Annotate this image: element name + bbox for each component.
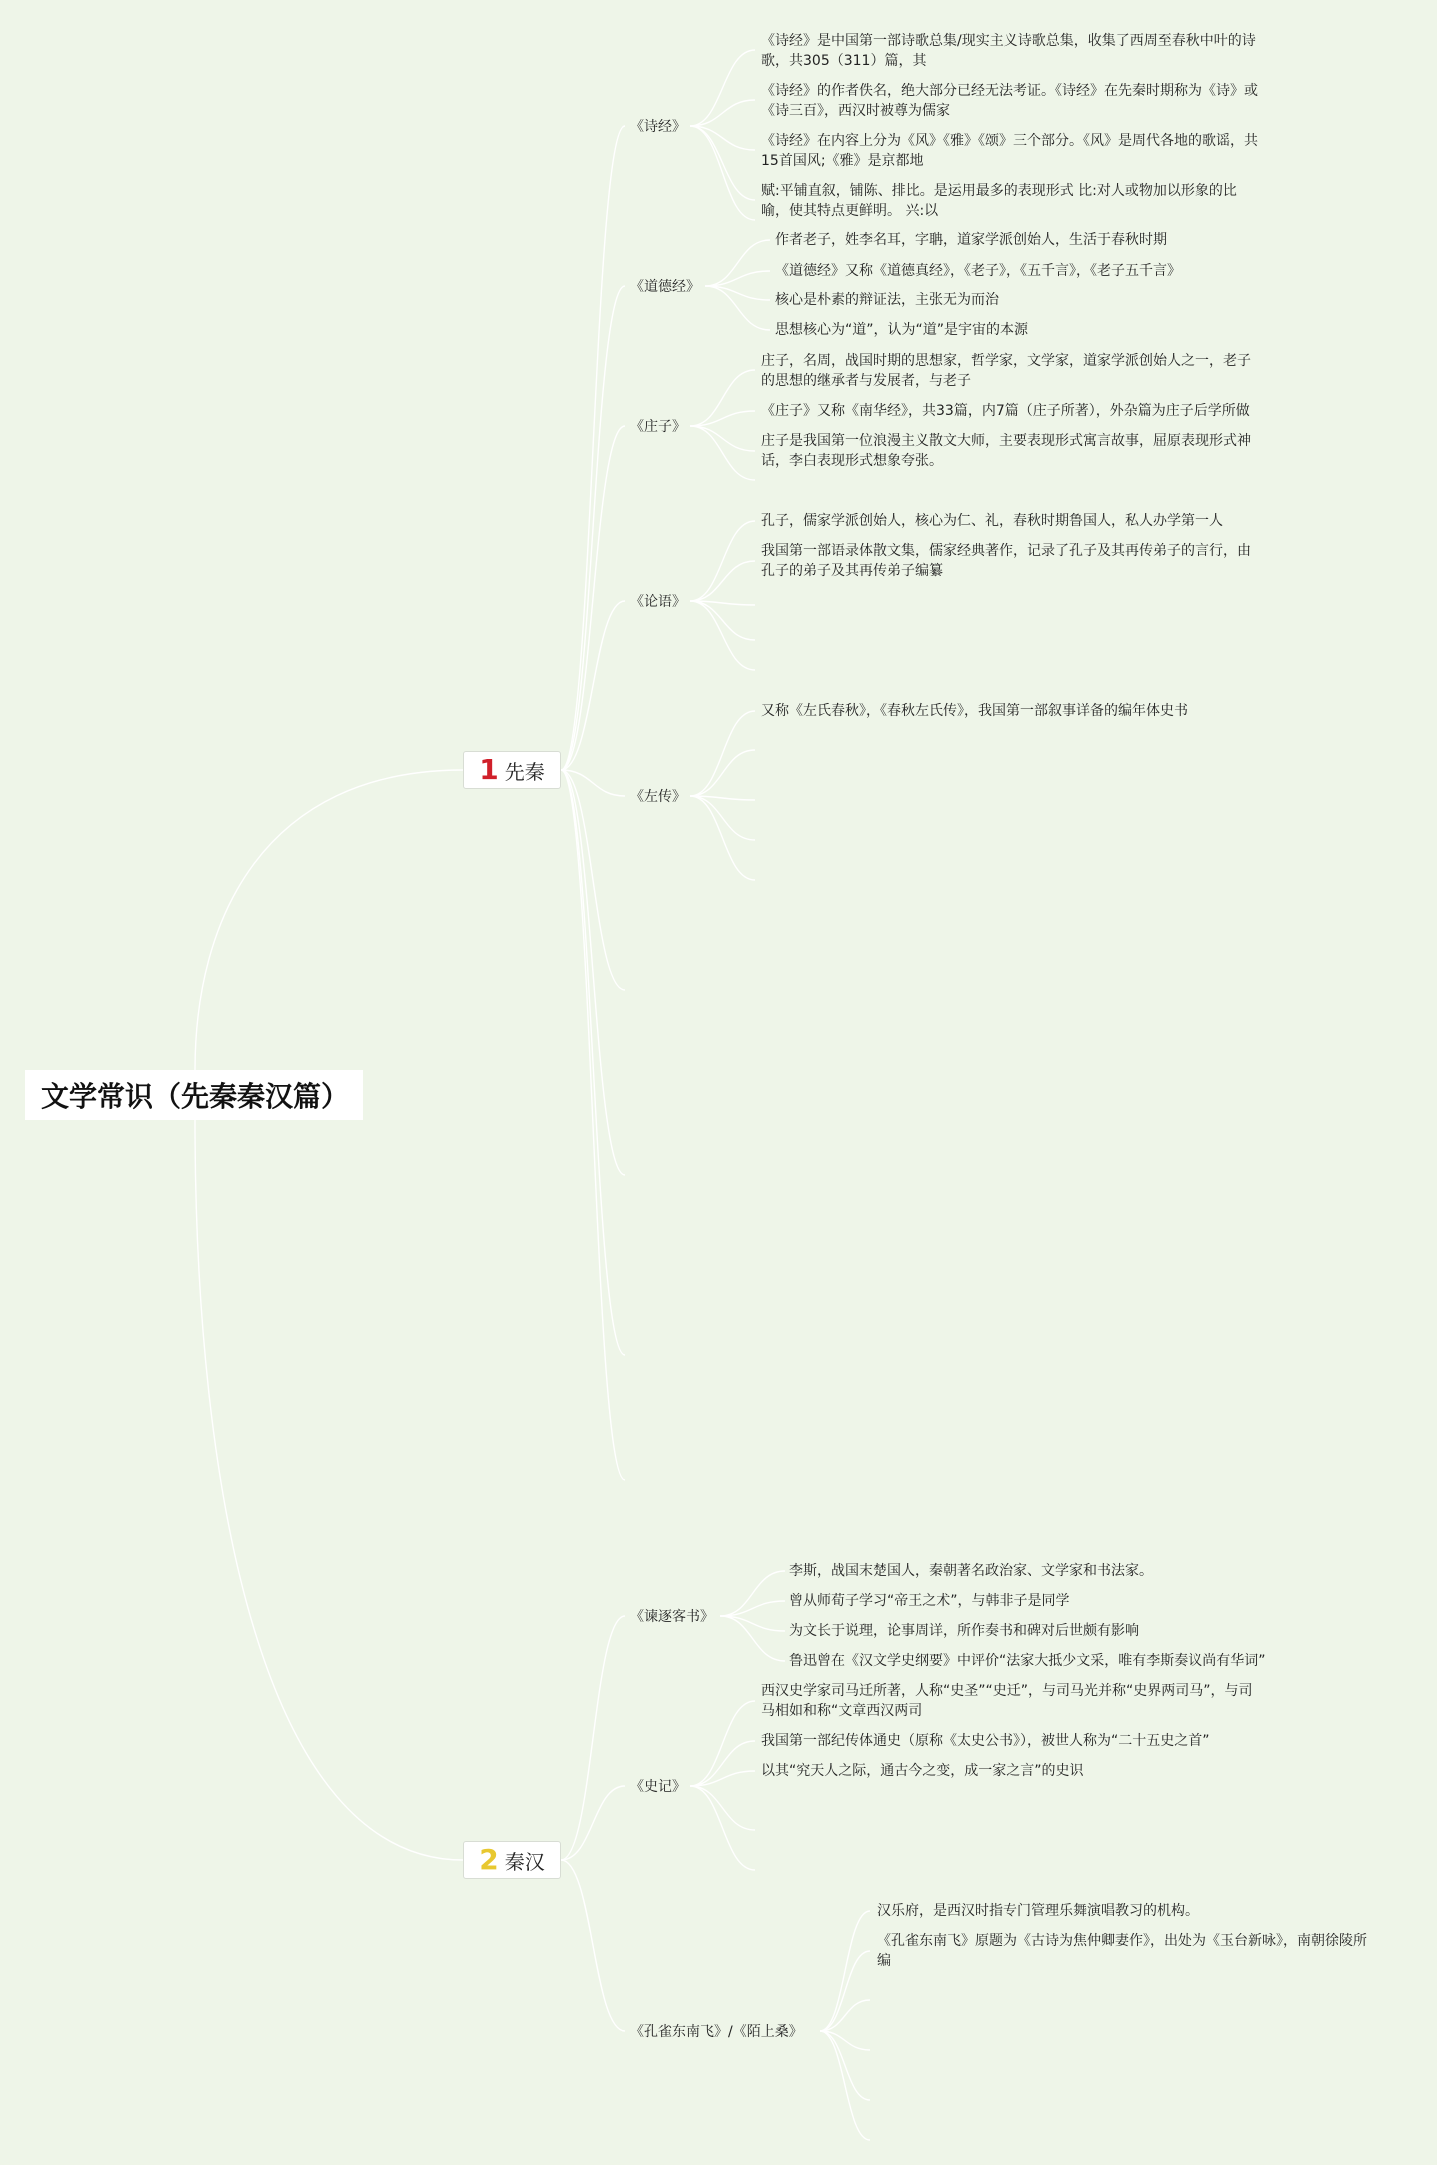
connector-topic-leaf bbox=[690, 126, 755, 200]
topic-zhuangzi[interactable]: 《庄子》 bbox=[630, 419, 686, 435]
leaf-note[interactable]: 我国第一部语录体散文集，儒家经典著作，记录了孔子及其再传弟子的言行，由孔子的弟子及其再传弟子编纂 bbox=[761, 543, 1251, 579]
topic-zuozhuan[interactable]: 《左传》 bbox=[630, 789, 686, 805]
leaf-note[interactable]: 以其“究天人之际，通古今之变，成一家之言”的史识 bbox=[761, 1763, 1084, 1779]
connector-topic-leaf bbox=[820, 1951, 870, 2031]
leaf-note[interactable]: 思想核心为“道”，认为“道”是宇宙的本源 bbox=[775, 322, 1029, 338]
leaf-note[interactable]: 作者老子，姓李名耳，字聃，道家学派创始人，生活于春秋时期 bbox=[775, 232, 1167, 248]
connector-root-branch bbox=[195, 770, 463, 1070]
connector-branch-topic bbox=[561, 1786, 625, 1860]
connector-topic-leaf bbox=[690, 426, 755, 451]
mind-map-root-title[interactable] bbox=[25, 1070, 363, 1120]
branch-qinhan[interactable] bbox=[463, 1841, 561, 1879]
connector-topic-leaf bbox=[690, 126, 755, 220]
connector-topic-leaf bbox=[690, 100, 755, 126]
leaf-note[interactable]: 《庄子》又称《南华经》，共33篇，内7篇（庄子所著），外杂篇为庄子后学所做 bbox=[761, 403, 1250, 419]
topic-daodejing[interactable]: 《道德经》 bbox=[630, 279, 700, 295]
leaf-note[interactable]: 鲁迅曾在《汉文学史纲要》中评价“法家大抵少文采，唯有李斯奏议尚有华词” bbox=[789, 1653, 1266, 1669]
connector-topic-leaf bbox=[690, 711, 755, 796]
connector-branch-topic bbox=[561, 426, 625, 770]
leaf-note[interactable]: 《诗经》的作者佚名，绝大部分已经无法考证。《诗经》在先秦时期称为《诗》或《诗三百》，西汉时被尊为儒家 bbox=[761, 83, 1258, 119]
branch-number-badge: 2 bbox=[479, 1843, 499, 1876]
leaf-note[interactable]: 西汉史学家司马迁所著，人称“史圣”“史迁”，与司马光并称“史界两司马”，与司马相如和称“文章西汉两司 bbox=[761, 1683, 1253, 1719]
leaf-note[interactable]: 汉乐府，是西汉时指专门管理乐舞演唱教习的机构。 bbox=[877, 1903, 1199, 1919]
leaf-note[interactable]: 庄子，名周，战国时期的思想家，哲学家，文学家，道家学派创始人之一，老子的思想的继承者与发展者，与老子 bbox=[761, 353, 1251, 389]
connector-branch-topic bbox=[561, 770, 625, 1355]
connector-branch-topic bbox=[561, 1860, 625, 2031]
connector-topic-leaf bbox=[690, 1786, 755, 1830]
connector-topic-leaf bbox=[690, 1701, 755, 1786]
connector-topic-leaf bbox=[690, 796, 755, 840]
connector-topic-leaf bbox=[690, 370, 755, 426]
topic-kongque-moshangsang[interactable]: 《孔雀东南飞》/《陌上桑》 bbox=[630, 2024, 803, 2040]
leaf-note[interactable]: 《孔雀东南飞》原题为《古诗为焦仲卿妻作》，出处为《玉台新咏》，南朝徐陵所编 bbox=[877, 1933, 1367, 1969]
leaf-note[interactable]: 李斯，战国末楚国人，秦朝著名政治家、文学家和书法家。 bbox=[789, 1563, 1153, 1579]
topic-lunyu[interactable]: 《论语》 bbox=[630, 594, 686, 610]
leaf-note[interactable]: 孔子，儒家学派创始人，核心为仁、礼，春秋时期鲁国人，私人办学第一人 bbox=[761, 513, 1223, 529]
leaf-note[interactable]: 曾从师荀子学习“帝王之术”，与韩非子是同学 bbox=[789, 1593, 1070, 1609]
connector-topic-leaf bbox=[690, 426, 755, 480]
connector-topic-leaf bbox=[690, 601, 755, 670]
connector-topic-leaf bbox=[690, 50, 755, 126]
leaf-note[interactable]: 《诗经》在内容上分为《风》《雅》《颂》三个部分。《风》是周代各地的歌谣，共15首国风;《雅》是京都地 bbox=[761, 133, 1258, 169]
connector-topic-leaf bbox=[690, 750, 755, 796]
branch-xianqin[interactable] bbox=[463, 751, 561, 789]
connector-topic-leaf bbox=[690, 521, 755, 601]
connector-topic-leaf bbox=[820, 1911, 870, 2031]
leaf-note[interactable]: 《诗经》是中国第一部诗歌总集/现实主义诗歌总集，收集了西周至春秋中叶的诗歌，共305（311）篇，其 bbox=[761, 33, 1256, 69]
leaf-note[interactable]: 我国第一部纪传体通史（原称《太史公书》），被世人称为“二十五史之首” bbox=[761, 1733, 1210, 1749]
connector-root-branch bbox=[195, 1120, 463, 1860]
leaf-note[interactable]: 核心是朴素的辩证法，主张无为而治 bbox=[775, 292, 999, 308]
topic-shijing[interactable]: 《诗经》 bbox=[630, 119, 686, 135]
branch-number-badge: 1 bbox=[479, 753, 499, 786]
leaf-note[interactable]: 又称《左氏春秋》，《春秋左氏传》，我国第一部叙事详备的编年体史书 bbox=[761, 703, 1188, 719]
connector-topic-leaf bbox=[690, 561, 755, 601]
branch-label: 先秦 bbox=[504, 759, 545, 784]
topic-shiji[interactable]: 《史记》 bbox=[630, 1779, 686, 1795]
connector-branch-topic bbox=[561, 286, 625, 770]
root-title-text: 文学常识（先秦秦汉篇） bbox=[41, 1080, 350, 1113]
leaf-note[interactable]: 为文长于说理，论事周详，所作奏书和碑对后世颇有影响 bbox=[789, 1623, 1139, 1639]
leaf-note[interactable]: 赋:平铺直叙，铺陈、排比。是运用最多的表现形式 比:对人或物加以形象的比喻，使其特点更鲜明。 兴:以 bbox=[761, 183, 1237, 219]
connector-topic-leaf bbox=[820, 2031, 870, 2140]
topic-jianzhukeshu[interactable]: 《谏逐客书》 bbox=[630, 1609, 714, 1625]
leaf-note[interactable]: 《道德经》又称《道德真经》，《老子》，《五千言》，《老子五千言》 bbox=[775, 263, 1181, 279]
connector-branch-topic bbox=[561, 126, 625, 770]
branch-label: 秦汉 bbox=[504, 1849, 545, 1874]
connector-branch-topic bbox=[561, 770, 625, 990]
leaf-note[interactable]: 庄子是我国第一位浪漫主义散文大师，主要表现形式寓言故事，屈原表现形式神话，李白表现形式想象夸张。 bbox=[761, 433, 1251, 469]
